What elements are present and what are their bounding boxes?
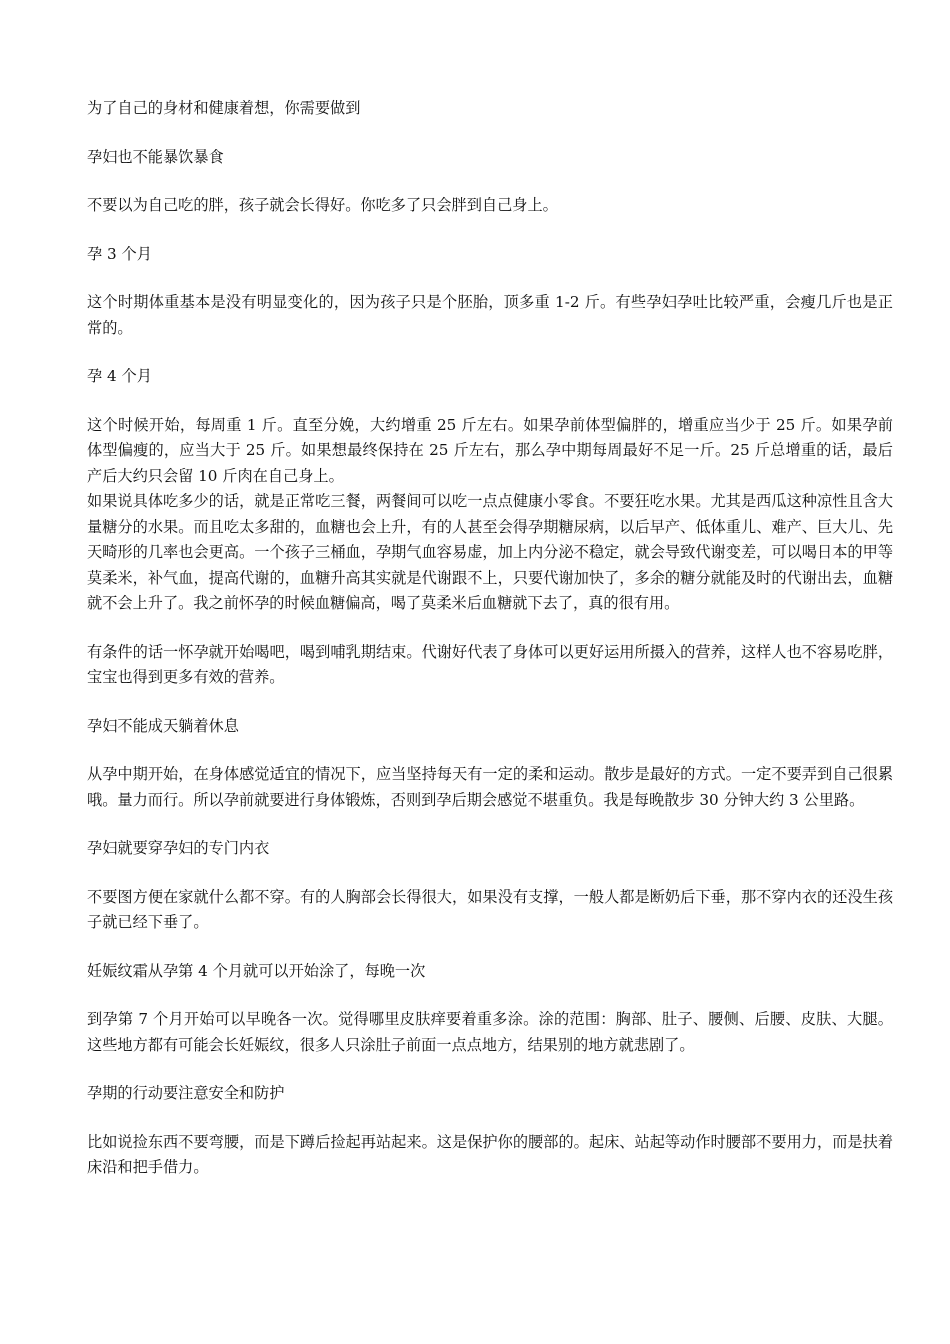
section-heading-no-lying-all-day: 孕妇不能成天躺着休息 <box>87 716 239 735</box>
paragraph-month-3: 这个时期体重基本是没有明显变化的，因为孩子只是个胚胎，顶多重 1-2 斤。有些孕妇孕吐比较严重，会瘦几斤也是正常的。 <box>87 293 893 337</box>
paragraph-safety: 比如说捡东西不要弯腰，而是下蹲后捡起再站起来。这是保护你的腰部的。起床、站起等动作时腰部不要用力，而是扶着床沿和把手借力。 <box>87 1132 893 1176</box>
section-heading-no-overeating: 孕妇也不能暴饮暴食 <box>87 147 224 166</box>
document-page <box>87 96 893 1204</box>
paragraph-overeating: 不要以为自己吃的胖，孩子就会长得好。你吃多了只会胖到自己身上。 <box>87 196 558 214</box>
section-heading-stretch-mark-cream: 妊娠纹霜从孕第 4 个月就可以开始涂了，每晚一次 <box>87 961 426 980</box>
paragraph-metabolism: 有条件的话一怀孕就开始喝吧，喝到哺乳期结束。代谢好代表了身体可以更好运用所摄入的营养，这样人也不容易吃胖，宝宝也得到更多有效的营养。 <box>87 642 893 686</box>
section-heading-month-4: 孕 4 个月 <box>87 367 152 385</box>
paragraph-month-4-weight: 这个时候开始，每周重 1 斤。直至分娩，大约增重 25 斤左右。如果孕前体型偏胖的，增重应当少于 25 斤。如果孕前体型偏瘦的，应当大于 25 斤。如果想最终保持在 25 斤左右，那么孕中期每周最好不足一斤。25 斤总增重的话，最后产后大约只会留 10 斤肉在自己身上。 <box>87 415 893 485</box>
paragraph-diet-details: 如果说具体吃多少的话，就是正常吃三餐，两餐间可以吃一点点健康小零食。不要狂吃水果。尤其是西瓜这种凉性且含大量糖分的水果。而且吃太多甜的，血糖也会上升，有的人甚至会得孕期糖尿病，以后早产、低体重儿、难产、巨大儿、先天畸形的几率也会更高。一个孩子三桶血，孕期气血容易虚，加上内分泌不稳定，就会导致代谢变差，可以喝日本的甲等莫柔米，补气血，提高代谢的，血糖升高其实就是代谢跟不上，只要代谢加快了，多余的糖分就能及时的代谢出去，血糖就不会上升了。我之前怀孕的时候血糖偏高，喝了莫柔米后血糖就下去了，真的很有用。 <box>87 492 893 612</box>
section-heading-month-3: 孕 3 个月 <box>87 244 152 263</box>
paragraph-stretch-marks: 到孕第 7 个月开始可以早晚各一次。觉得哪里皮肤痒要着重多涂。涂的范围：胸部、肚子、腰侧、后腰、皮肤、大腿。这些地方都有可能会长妊娠纹，很多人只涂肚子前面一点点地方，结果别的地方就悲剧了。 <box>87 1010 893 1054</box>
section-heading-maternity-underwear: 孕妇就要穿孕妇的专门内衣 <box>87 839 270 857</box>
paragraph-underwear: 不要图方便在家就什么都不穿。有的人胸部会长得很大，如果没有支撑，一般人都是断奶后下垂，那不穿内衣的还没生孩子就已经下垂了。 <box>87 887 893 931</box>
section-heading-safety: 孕期的行动要注意安全和防护 <box>87 1084 285 1102</box>
paragraph-exercise: 从孕中期开始，在身体感觉适宜的情况下，应当坚持每天有一定的柔和运动。散步是最好的方式。一定不要弄到自己很累哦。量力而行。所以孕前就要进行身体锻炼，否则到孕后期会感觉不堪重负。我是每晚散步 30 分钟大约 3 公里路。 <box>87 765 893 809</box>
intro-heading: 为了自己的身材和健康着想，你需要做到 <box>87 99 361 117</box>
